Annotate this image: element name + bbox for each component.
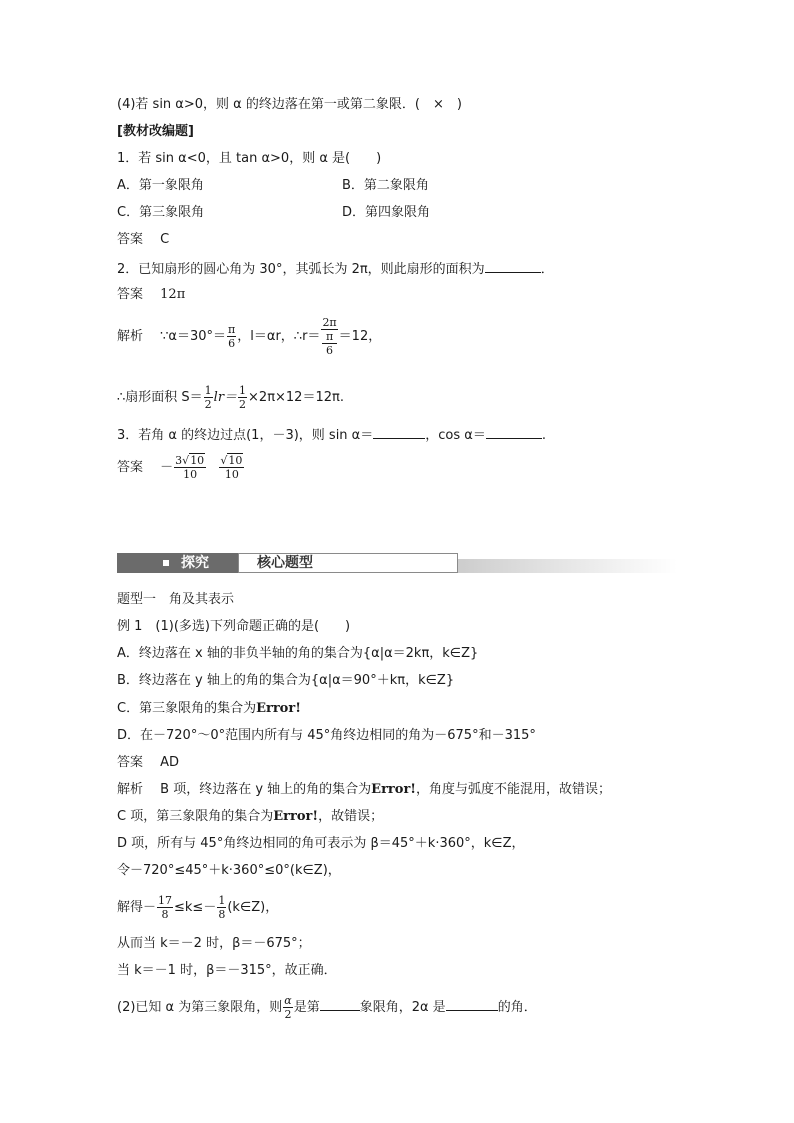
denominator: 6 <box>326 344 334 357</box>
ex1-stem: 例 1 (1)(多选)下列命题正确的是( ) <box>117 619 351 634</box>
ex1-option-a: A．终边落在 x 轴的非负半轴的角的集合为{α|α＝2kπ，k∈Z} <box>117 646 479 661</box>
denominator: 6 <box>228 337 236 350</box>
analysis-label: 解析 <box>117 782 144 797</box>
denominator: 10 <box>224 468 239 481</box>
answer-blank <box>320 997 360 1011</box>
numerator: 3√10 <box>175 454 205 467</box>
denominator: 2 <box>204 398 212 411</box>
ex1-option-d: D．在－720°～0°范围内所有与 45°角终边相同的角为－675°和－315° <box>117 728 536 743</box>
section-banner <box>117 551 677 575</box>
stem-text: (2)已知 α 为第三象限角，则 <box>117 1000 283 1015</box>
fraction-one-half <box>238 384 247 411</box>
analysis-text: ，故错误； <box>318 809 384 824</box>
q1-option-c: C．第三象限角 <box>117 205 205 220</box>
numerator: α <box>284 994 292 1007</box>
numerator: π <box>322 330 336 344</box>
q3-stem-end: . <box>541 428 546 443</box>
answer-blank <box>486 425 542 439</box>
error-text: Error! <box>371 782 417 797</box>
analysis-label: 解析 <box>117 329 144 344</box>
numerator: 1 <box>204 384 212 397</box>
analysis-text: C 项，第三象限角的集合为 <box>117 809 274 824</box>
ex1-analysis-line3: D 项，所有与 45°角终边相同的角可表示为 β＝45°＋k·360°，k∈Z， <box>117 836 525 851</box>
q1-option-d: D．第四象限角 <box>342 205 431 220</box>
banner-dark-block <box>117 553 238 573</box>
denominator: 8 <box>218 908 226 921</box>
math-text: ×2π×12＝12π. <box>248 390 344 405</box>
q2-stem <box>117 259 554 279</box>
q3-answer <box>117 448 245 488</box>
section-heading-textbook: [教材改编题] <box>117 124 194 139</box>
answer-value: 12π <box>160 287 186 302</box>
fraction-one-half <box>204 384 213 411</box>
q1-option-a: A．第一象限角 <box>117 178 204 193</box>
radicand: 10 <box>228 454 243 467</box>
q1-option-b: B．第二象限角 <box>342 178 429 193</box>
ex1-analysis-line6: 从而当 k＝－2 时，β＝－675°； <box>117 936 311 951</box>
banner-label-left: 探究 <box>181 555 209 571</box>
minus-sign: － <box>160 460 174 475</box>
math-text: (k∈Z)， <box>227 900 279 915</box>
fraction-2pi-over-pi6 <box>321 316 337 357</box>
q2-stem-end: ． <box>540 262 554 277</box>
numerator: π <box>228 323 236 336</box>
denominator: 8 <box>161 908 169 921</box>
q2-answer <box>117 286 185 304</box>
stem-text: 是第 <box>293 1000 320 1015</box>
q3-stem-text: 3．若角 α 的终边过点(1，－3)，则 sin α＝ <box>117 428 374 443</box>
ex1-option-b: B．终边落在 y 轴上的角的集合为{α|α＝90°＋kπ，k∈Z} <box>117 673 455 688</box>
answer-value: C <box>160 232 170 247</box>
answer-blank <box>446 997 498 1011</box>
banner-label-right: 核心题型 <box>257 555 313 571</box>
q1-answer <box>117 231 169 249</box>
math-text: 解得－ <box>117 900 157 915</box>
numerator: √10 <box>220 454 243 467</box>
numerator: 1 <box>218 894 226 907</box>
type1-title: 题型一 角及其表示 <box>117 592 235 607</box>
ex1-analysis-line4: 令－720°≤45°＋k·360°≤0°(k∈Z)， <box>117 863 341 878</box>
denominator: 10 <box>183 468 198 481</box>
ex1-analysis-line7: 当 k＝－1 时，β＝－315°，故正确． <box>117 963 337 978</box>
ex1-analysis-line1 <box>117 781 611 799</box>
numerator: 2π <box>322 316 337 329</box>
fraction-alpha-over-2 <box>283 994 292 1021</box>
fraction-pi-over-6 <box>227 323 236 350</box>
math-text: ≤k≤－ <box>174 900 217 915</box>
ex1-option-c <box>117 700 301 718</box>
answer-label: 答案 <box>117 287 144 302</box>
answer-blank <box>485 259 541 273</box>
coefficient: 3 <box>175 454 183 467</box>
stem-text: 象限角，2α 是 <box>359 1000 446 1015</box>
ex1-part2-stem <box>117 994 537 1022</box>
q2-stem-text: 2．已知扇形的圆心角为 30°，其弧长为 2π，则此扇形的面积为 <box>117 262 485 277</box>
answer-blank <box>373 425 425 439</box>
math-text: ，l＝αr，∴r＝ <box>237 329 321 344</box>
q2-analysis-line1 <box>117 316 381 357</box>
error-text: Error! <box>256 701 301 716</box>
fraction-17-over-8 <box>157 894 173 921</box>
q1-stem: 1．若 sin α<0，且 tan α>0，则 α 是( ) <box>117 151 382 166</box>
answer-label: 答案 <box>117 232 144 247</box>
item-4: (4)若 sin α>0，则 α 的终边落在第一或第二象限．( × ) <box>117 97 462 112</box>
numerator: 1 <box>239 384 247 397</box>
q2-analysis-line2 <box>117 384 344 412</box>
denominator: 2 <box>239 398 247 411</box>
math-text: ＝12， <box>338 329 382 344</box>
answer-label: 答案 <box>117 460 144 475</box>
answer-value: AD <box>160 755 180 770</box>
analysis-text: ，角度与弧度不能混用，故错误； <box>416 782 612 797</box>
radicand: 10 <box>190 454 205 467</box>
error-text: Error! <box>273 809 319 824</box>
bullet-square-icon <box>163 560 169 566</box>
ex1-analysis-line5 <box>117 890 278 926</box>
ex1-answer <box>117 754 179 772</box>
option-text: C．第三象限角的集合为 <box>117 701 257 716</box>
ex1-analysis-line2 <box>117 808 383 826</box>
denominator: 2 <box>284 1008 292 1021</box>
math-text: ∴扇形面积 S＝ <box>117 390 203 405</box>
fraction-sqrt10-over-10 <box>219 454 244 481</box>
answer-label: 答案 <box>117 755 144 770</box>
fraction-1-over-8 <box>217 894 226 921</box>
analysis-text: B 项，终边落在 y 轴上的角的集合为 <box>160 782 372 797</box>
q3-stem-text: ，cos α＝ <box>425 428 486 443</box>
nested-fraction <box>321 330 337 357</box>
fraction-3sqrt10-over-10 <box>174 454 206 481</box>
q3-stem <box>117 425 546 445</box>
math-text: lr＝ <box>213 390 238 405</box>
math-text: ∵α＝30°＝ <box>160 329 227 344</box>
numerator: 17 <box>158 894 173 907</box>
stem-text: 的角． <box>497 1000 537 1015</box>
